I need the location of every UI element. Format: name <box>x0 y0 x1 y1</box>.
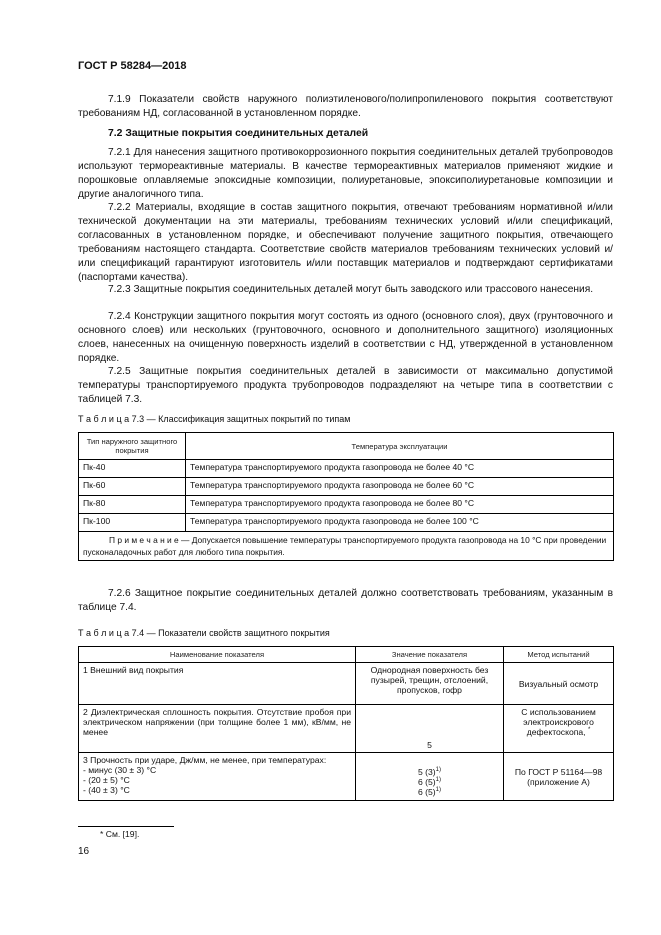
table-row <box>79 478 614 496</box>
document-header: ГОСТ Р 58284—2018 <box>78 60 187 72</box>
paragraph-7-2-6: 7.2.6 Защитное покрытие соединительных деталей должно соответствовать требованиям, указанным в таблице 7.4. <box>78 588 613 613</box>
impact-value: 5 (3) <box>417 767 436 777</box>
indicator-value: 5 <box>356 705 504 753</box>
column-header-value: Значение показателя <box>356 647 504 663</box>
paragraph-7-2-1: 7.2.1 Для нанесения защитного противокоррозионного покрытия соединительных деталей трубопроводов используют термореактивные материалы. В качестве термореактивных материалов применяют жидкие и порошковые оплавляемые эпоксидные композиции, полиуретановые, эпоксиполиуретановые композиции и другие аналогичного типа. <box>78 147 613 200</box>
coating-type: Пк-100 <box>79 514 186 532</box>
table-row <box>79 514 614 532</box>
note-text: — Допускается повышение температуры транспортируемого продукта газопровода на 10 °С при проведении пусконаладочных работ для любого типа покрытия. <box>83 535 607 557</box>
footnote-mark: * <box>587 727 591 734</box>
table-header-row <box>79 647 614 663</box>
column-header-method: Метод испытаний <box>504 647 614 663</box>
column-header-name: Наименование показателя <box>79 647 356 663</box>
test-method <box>504 705 614 753</box>
table-caption-text: 7.4 — Показатели свойств защитного покрытия <box>129 628 330 638</box>
table-caption-text: 7.3 — Классификация защитных покрытий по типам <box>129 414 351 424</box>
table-row <box>79 663 614 705</box>
table-7-3-caption <box>78 414 350 424</box>
indicator-value <box>356 753 504 801</box>
note-label: П р и м е ч а н и е <box>109 535 179 545</box>
table-caption-label: Т а б л и ц а <box>78 628 130 638</box>
test-method: Визуальный осмотр <box>504 663 614 705</box>
footnote-divider <box>78 826 174 827</box>
operating-temperature: Температура транспортируемого продукта газопровода не более 40 °С <box>186 460 614 478</box>
table-caption-label: Т а б л и ц а <box>78 414 130 424</box>
operating-temperature: Температура транспортируемого продукта газопровода не более 80 °С <box>186 496 614 514</box>
column-header-temperature: Температура эксплуатации <box>186 433 614 460</box>
table-7-3 <box>78 432 614 561</box>
temperature-item: - (20 ± 5) °С <box>83 775 130 785</box>
table-7-4-caption <box>78 628 330 638</box>
paragraph-7-2-2: 7.2.2 Материалы, входящие в состав защитного покрытия, отвечают требованиям нормативной и/или технической документации на эти материалы, требованиям технических условий и/или спецификаций, согласованных в установленном порядке, и обеспечивают получение защитного покрытия, отвечающего требованиям настоящего стандарта. Соответствие свойств материалов требованиям технических условий и/или спецификаций гарантируют изготовитель и/или поставщик материалов и подтверждают сертификатами (паспортами качества). <box>78 202 613 283</box>
note-ref: 1) <box>435 767 441 774</box>
coating-type: Пк-40 <box>79 460 186 478</box>
table-row <box>79 460 614 478</box>
impact-strength-title: 3 Прочность при ударе, Дж/мм, не менее, при температурах: <box>83 755 327 765</box>
note-ref: 1) <box>435 787 441 794</box>
operating-temperature: Температура транспортируемого продукта газопровода не более 60 °С <box>186 478 614 496</box>
page-number: 16 <box>78 846 90 857</box>
table-note <box>79 532 614 561</box>
indicator-name: 2 Диэлектрическая сплошность покрытия. Отсутствие пробоя при электрическом напряжении (при толщине более 1 мм), кВ/мм, не менее <box>79 705 356 753</box>
test-method-text: С использованием электроискрового дефектоскопа, <box>521 707 596 737</box>
indicator-value: Однородная поверхность без пузырей, трещин, отслоений, пропусков, гофр <box>356 663 504 705</box>
section-heading-7-2: 7.2 Защитные покрытия соединительных деталей <box>108 128 369 139</box>
coating-type: Пк-80 <box>79 496 186 514</box>
indicator-name: 1 Внешний вид покрытия <box>79 663 356 705</box>
table-note-row <box>79 532 614 561</box>
paragraph-7-2-4: 7.2.4 Конструкции защитного покрытия могут состоять из одного (основного слоя), двух (грунтовочного и основного слоев) или нескольких (грунтовочного, основного и дополнительного защитного) изоляционных слоев, нанесенных на очищенную поверхность изделий в соответствии с НД, утвержденной в установленном порядке. <box>78 311 613 364</box>
table-row <box>79 753 614 801</box>
operating-temperature: Температура транспортируемого продукта газопровода не более 100 °С <box>186 514 614 532</box>
paragraph-7-1-9: 7.1.9 Показатели свойств наружного полиэтиленового/полипропиленового покрытия соответствуют требованиям НД, согласованной в установленном порядке. <box>78 94 613 119</box>
note-ref: 1) <box>435 777 441 784</box>
paragraph-7-2-3: 7.2.3 Защитные покрытия соединительных деталей могут быть заводского или трассового нанесения. <box>108 284 594 295</box>
table-row <box>79 705 614 753</box>
table-header-row <box>79 433 614 460</box>
impact-value: 6 (5) <box>417 787 436 797</box>
temperature-item: - (40 ± 3) °С <box>83 785 130 795</box>
temperature-item: - минус (30 ± 3) °С <box>83 765 157 775</box>
indicator-name <box>79 753 356 801</box>
impact-value: 6 (5) <box>417 777 436 787</box>
column-header-type: Тип наружного защитного покрытия <box>79 433 186 460</box>
footnote: * См. [19]. <box>100 829 140 839</box>
paragraph-7-2-5: 7.2.5 Защитные покрытия соединительных деталей в зависимости от максимально допустимой температуры транспортируемого продукта трубопроводов подразделяют на четыре типа в соответствии с таблицей 7.3. <box>78 366 613 405</box>
coating-type: Пк-60 <box>79 478 186 496</box>
table-7-4 <box>78 646 614 801</box>
test-method: По ГОСТ Р 51164—98 (приложение А) <box>504 753 614 801</box>
table-row <box>79 496 614 514</box>
